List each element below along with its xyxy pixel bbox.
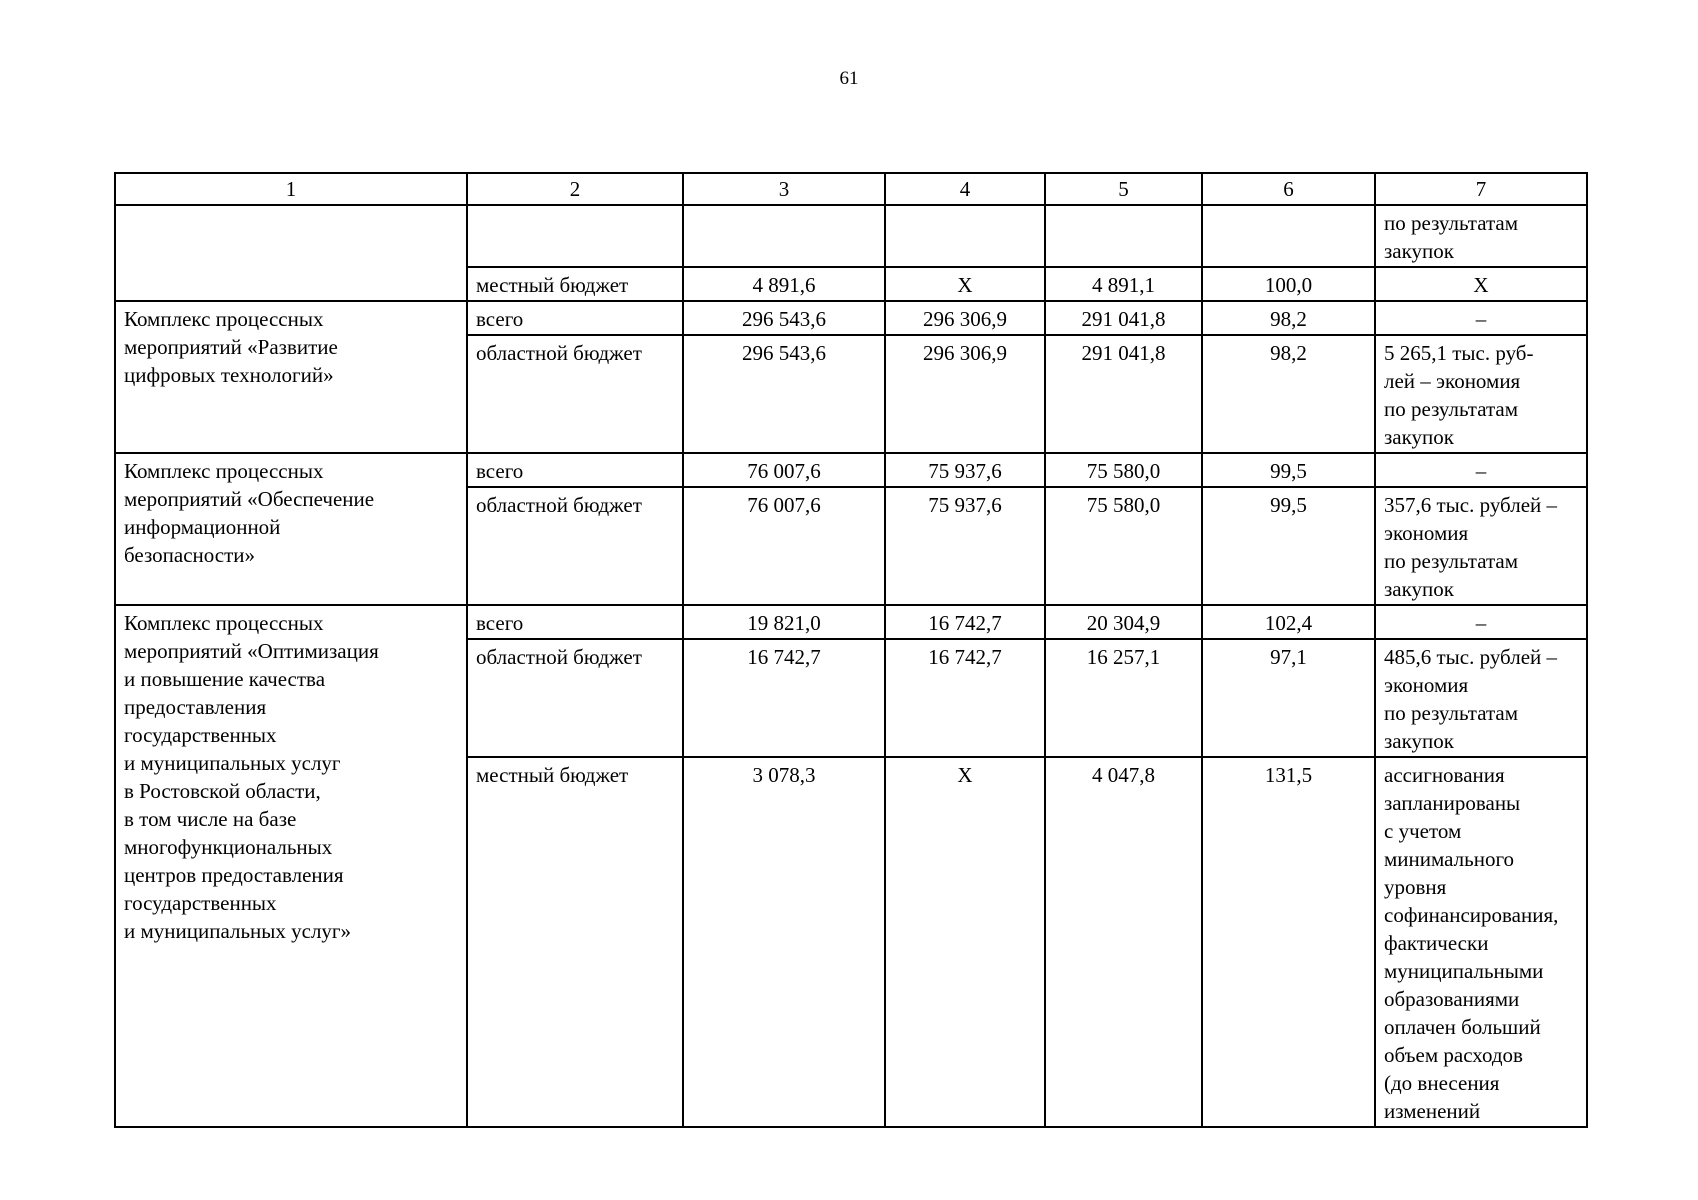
value-cell: 291 041,8: [1045, 301, 1202, 335]
value-cell: 100,0: [1202, 267, 1375, 301]
note-cell: 357,6 тыс. рублей – экономия по результатам закупок: [1375, 487, 1587, 605]
source-cell: местный бюджет: [467, 757, 683, 1127]
value-cell: 76 007,6: [683, 453, 885, 487]
value-cell: 20 304,9: [1045, 605, 1202, 639]
value-cell: 16 742,7: [885, 639, 1045, 757]
note-cell: по результатам закупок: [1375, 205, 1587, 267]
value-cell: 98,2: [1202, 301, 1375, 335]
source-cell: [467, 205, 683, 267]
note-cell: 5 265,1 тыс. руб- лей – экономия по результатам закупок: [1375, 335, 1587, 453]
note-cell: ассигнования запланированы с учетом минимального уровня софинансирования, фактически муниципальными образованиями оплачен больший объем расходов (до внесения изменений: [1375, 757, 1587, 1127]
value-cell: 296 543,6: [683, 301, 885, 335]
value-cell: 16 742,7: [885, 605, 1045, 639]
value-cell: 296 306,9: [885, 335, 1045, 453]
column-numbers-row: [115, 173, 1587, 205]
program-name-cell: Комплекс процессных мероприятий «Оптимизация и повышение качества предоставления государственных и муниципальных услуг в Ростовской области, в том числе на базе многофункциональных центров предоставления государственных и муниципальных услуг»: [115, 605, 467, 1127]
value-cell: 291 041,8: [1045, 335, 1202, 453]
table-row: [115, 453, 1587, 487]
note-cell: Х: [1375, 267, 1587, 301]
value-cell: 75 580,0: [1045, 453, 1202, 487]
value-cell: 97,1: [1202, 639, 1375, 757]
column-number: 6: [1202, 173, 1375, 205]
value-cell: 75 937,6: [885, 453, 1045, 487]
source-cell: областной бюджет: [467, 487, 683, 605]
value-cell: 99,5: [1202, 487, 1375, 605]
source-cell: местный бюджет: [467, 267, 683, 301]
source-cell: всего: [467, 453, 683, 487]
source-cell: областной бюджет: [467, 639, 683, 757]
value-cell: 102,4: [1202, 605, 1375, 639]
note-cell: 485,6 тыс. рублей – экономия по результатам закупок: [1375, 639, 1587, 757]
column-number: 3: [683, 173, 885, 205]
value-cell: Х: [885, 757, 1045, 1127]
column-number: 7: [1375, 173, 1587, 205]
table-row: [115, 301, 1587, 335]
value-cell: 76 007,6: [683, 487, 885, 605]
table-row: [115, 205, 1587, 267]
note-cell: –: [1375, 605, 1587, 639]
column-number: 5: [1045, 173, 1202, 205]
value-cell: 19 821,0: [683, 605, 885, 639]
value-cell: 75 937,6: [885, 487, 1045, 605]
source-cell: всего: [467, 605, 683, 639]
program-name-cell: Комплекс процессных мероприятий «Обеспечение информационной безопасности»: [115, 453, 467, 605]
table-row: [115, 605, 1587, 639]
value-cell: 99,5: [1202, 453, 1375, 487]
value-cell: 3 078,3: [683, 757, 885, 1127]
value-cell: 16 257,1: [1045, 639, 1202, 757]
value-cell: [1045, 205, 1202, 267]
note-cell: –: [1375, 453, 1587, 487]
value-cell: 4 891,1: [1045, 267, 1202, 301]
value-cell: [885, 205, 1045, 267]
page-number: 61: [839, 68, 859, 89]
value-cell: 98,2: [1202, 335, 1375, 453]
budget-execution-table: [114, 172, 1588, 1128]
value-cell: 131,5: [1202, 757, 1375, 1127]
value-cell: 16 742,7: [683, 639, 885, 757]
value-cell: 4 891,6: [683, 267, 885, 301]
value-cell: Х: [885, 267, 1045, 301]
value-cell: 75 580,0: [1045, 487, 1202, 605]
program-name-cell: [115, 205, 467, 301]
source-cell: всего: [467, 301, 683, 335]
program-name-cell: Комплекс процессных мероприятий «Развитие цифровых технологий»: [115, 301, 467, 453]
value-cell: 4 047,8: [1045, 757, 1202, 1127]
source-cell: областной бюджет: [467, 335, 683, 453]
value-cell: 296 306,9: [885, 301, 1045, 335]
column-number: 4: [885, 173, 1045, 205]
value-cell: [683, 205, 885, 267]
column-number: 1: [115, 173, 467, 205]
value-cell: [1202, 205, 1375, 267]
value-cell: 296 543,6: [683, 335, 885, 453]
note-cell: –: [1375, 301, 1587, 335]
column-number: 2: [467, 173, 683, 205]
